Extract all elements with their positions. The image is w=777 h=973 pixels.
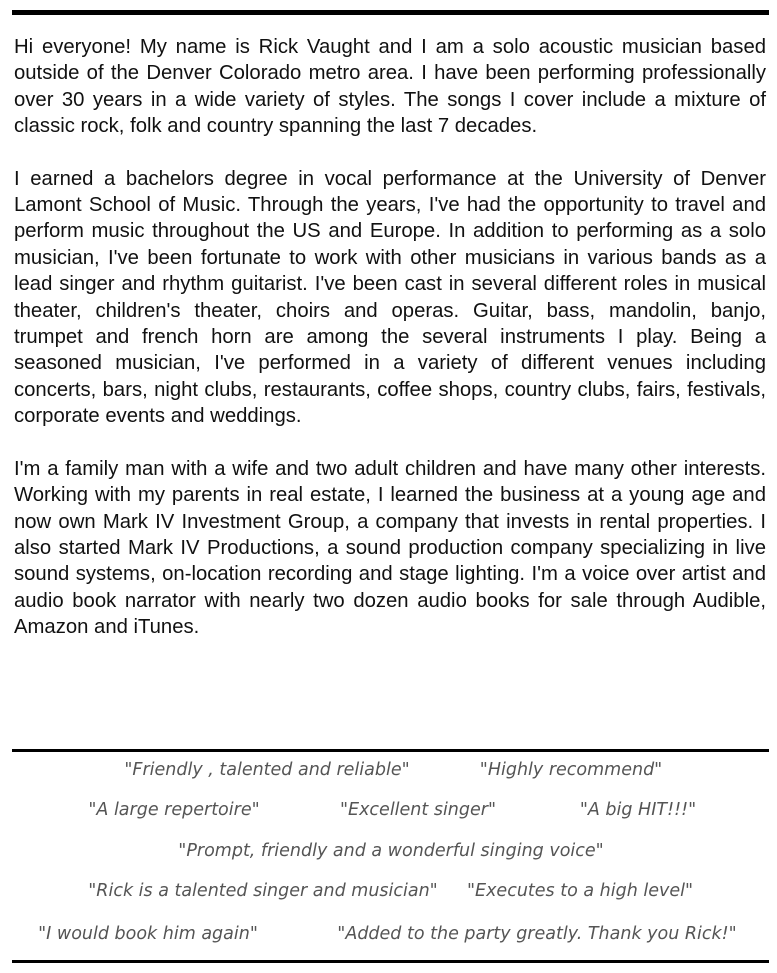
testimonial-quote: "Added to the party greatly. Thank you Rick!" bbox=[337, 924, 737, 944]
top-rule bbox=[12, 10, 769, 15]
testimonial-quote: "Highly recommend" bbox=[479, 760, 663, 780]
testimonial-quote: "Friendly , talented and reliable" bbox=[124, 760, 410, 780]
testimonial-quote: "I would book him again" bbox=[38, 924, 258, 944]
testimonials-section bbox=[12, 752, 769, 960]
testimonial-quote: "Rick is a talented singer and musician" bbox=[88, 881, 438, 901]
bio-paragraph-education: I earned a bachelors degree in vocal performance at the University of Denver Lamont School of Music. Through the years, I've had the opportunity to travel and perform music throughout the US and Europe. In addition to performing as a solo musician, I've been fortunate to work with other musicians in various bands as a lead singer and rhythm guitarist. I've been cast in several different roles in musical theater, children's theater, choirs and operas. Guitar, bass, mandolin, banjo, trumpet and french horn are among the several instruments I play. Being a seasoned musician, I've performed in a variety of different venues including concerts, bars, night clubs, restaurants, coffee shops, country clubs, fairs, festivals, corporate events and weddings. bbox=[14, 167, 766, 428]
testimonial-quote: "Prompt, friendly and a wonderful singing voice" bbox=[178, 841, 604, 861]
bio-section bbox=[14, 34, 766, 667]
testimonial-quote: "Executes to a high level" bbox=[466, 881, 694, 901]
testimonial-quote: "A big HIT!!!" bbox=[579, 800, 697, 820]
bio-paragraph-intro: Hi everyone! My name is Rick Vaught and I am a solo acoustic musician based outside of the Denver Colorado metro area. I have been performing professionally over 30 years in a wide variety of styles. The songs I cover include a mixture of classic rock, folk and country spanning the last 7 decades. bbox=[14, 36, 766, 138]
bottom-rule bbox=[12, 960, 769, 963]
testimonial-quote: "Excellent singer" bbox=[339, 800, 497, 820]
bio-paragraph-personal: I'm a family man with a wife and two adult children and have many other interests. Working with my parents in real estate, I learned the business at a young age and now own Mark IV Investment Group, a company that invests in rental properties. I also started Mark IV Productions, a sound production company specializing in live sound systems, on-location recording and stage lighting. I'm a voice over artist and audio book narrator with nearly two dozen audio books for sale through Audible, Amazon and iTunes. bbox=[14, 457, 766, 639]
testimonial-quote: "A large repertoire" bbox=[88, 800, 260, 820]
